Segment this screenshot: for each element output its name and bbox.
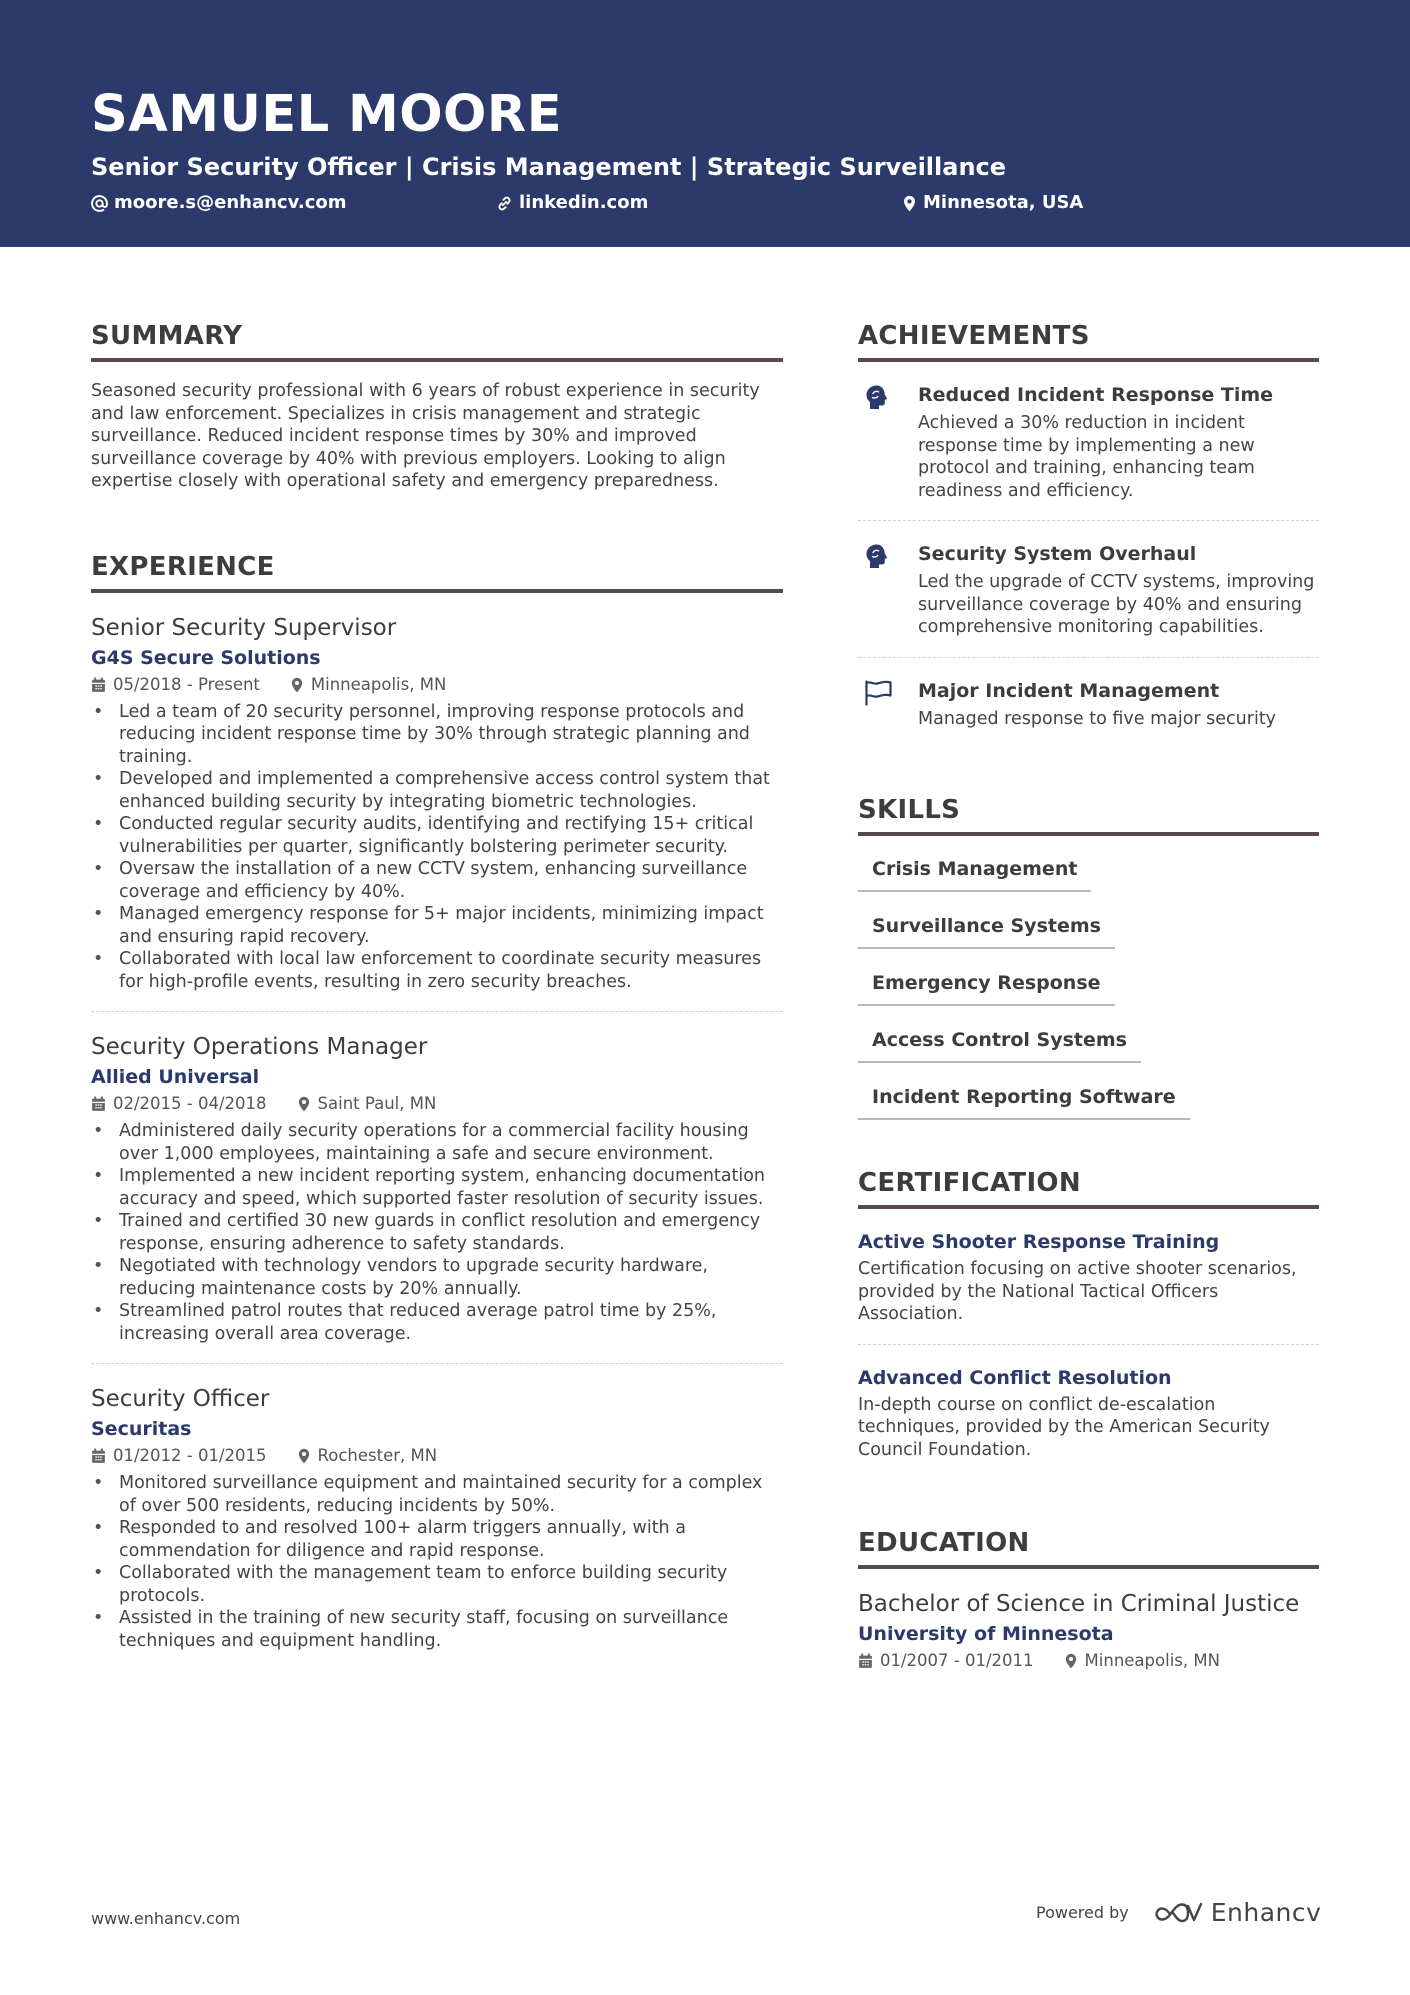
bullet-item: • Implemented a new incident reporting system, enhancing documentation accuracy and speed, which supported faster resolution of security issues. — [91, 1165, 783, 1210]
bullet-item: • Led a team of 20 security personnel, improving response protocols and reducing incident response time by 30% through strategic planning and training. — [91, 701, 783, 769]
summary-section — [91, 318, 783, 493]
job-dates: 02/2015 - 04/2018 — [113, 1094, 267, 1113]
achievement-desc: Led the upgrade of CCTV systems, improving surveillance coverage by 40% and ensuring comprehensive monitoring capabilities. — [918, 572, 1315, 637]
skill-tag: Crisis Management — [858, 856, 1091, 892]
job-location-text: Saint Paul, MN — [317, 1094, 437, 1113]
resume-header — [0, 0, 1410, 247]
linkedin-text: linkedin.com — [519, 192, 649, 213]
section-title: SUMMARY — [91, 318, 783, 362]
skill-tag: Access Control Systems — [858, 1027, 1141, 1063]
footer-branding — [1036, 1898, 1321, 1927]
bullet-item: • Trained and certified 30 new guards in conflict resolution and emergency response, ensuring adherence to safety standards. — [91, 1210, 783, 1255]
bullet-item: • Responded to and resolved 100+ alarm triggers annually, with a commendation for diligence and rapid response. — [91, 1517, 783, 1562]
bullet-item: • Collaborated with local law enforcement to coordinate security measures for high-profile events, resulting in zero security breaches. — [91, 948, 783, 993]
right-column — [858, 318, 1319, 1724]
job-meta — [91, 1445, 783, 1467]
skill-tag: Surveillance Systems — [858, 913, 1115, 949]
location-pin-icon — [297, 1448, 311, 1464]
job-meta — [91, 674, 783, 696]
skills-section — [858, 792, 1319, 1120]
location-pin-icon — [1064, 1653, 1078, 1669]
location-pin-icon — [297, 1096, 311, 1112]
certification-desc: In-depth course on conflict de-escalation techniques, provided by the American Security Council Foundation. — [858, 1394, 1270, 1460]
bullet-item: • Monitored surveillance equipment and maintained security for a complex of over 500 residents, reducing incidents by 50%. — [91, 1472, 783, 1517]
bullet-item: • Managed emergency response for 5+ major incidents, minimizing impact and ensuring rapid recovery. — [91, 903, 783, 948]
link-icon — [496, 195, 513, 212]
skill-tag: Emergency Response — [858, 970, 1115, 1006]
bullet-item: • Oversaw the installation of a new CCTV system, enhancing surveillance coverage and efficiency by 40%. — [91, 858, 783, 903]
email-text: moore.s@enhancv.com — [114, 192, 347, 213]
company-name: Allied Universal — [91, 1066, 260, 1088]
achievement-body — [918, 541, 1319, 639]
experience-section — [91, 549, 783, 1671]
achievement-title: Security System Overhaul — [918, 543, 1197, 565]
experience-entry — [91, 1012, 783, 1364]
achievement-body — [918, 678, 1319, 731]
achievement-item — [858, 362, 1319, 521]
education-section — [858, 1525, 1319, 1672]
left-column — [91, 318, 783, 1722]
job-dates: 05/2018 - Present — [113, 674, 260, 694]
powered-by-text: Powered by — [1036, 1903, 1129, 1922]
company-name: Securitas — [91, 1418, 192, 1440]
job-dates: 01/2012 - 01/2015 — [113, 1446, 267, 1465]
flag-icon — [864, 678, 904, 731]
contact-location — [902, 190, 1083, 216]
certification-section — [858, 1165, 1319, 1479]
at-icon — [91, 195, 108, 212]
certification-desc: Certification focusing on active shooter scenarios, provided by the National Tactical Officers Association. — [858, 1259, 1297, 1324]
education-entry — [858, 1569, 1319, 1672]
education-location — [1064, 1650, 1220, 1672]
bullet-item: • Streamlined patrol routes that reduced average patrol time by 25%, increasing overall area coverage. — [91, 1300, 783, 1345]
location-text: Minnesota, USA — [923, 192, 1084, 213]
bullet-item: • Assisted in the training of new security staff, focusing on surveillance techniques and equipment handling. — [91, 1607, 783, 1652]
brand-name: Enhancv — [1210, 1898, 1322, 1927]
education-location-text: Minneapolis, MN — [1084, 1651, 1220, 1670]
achievement-desc: Managed response to five major security — [918, 708, 1277, 729]
degree-title: Bachelor of Science in Criminal Justice — [858, 1591, 1300, 1617]
certification-item — [858, 1209, 1319, 1345]
location-pin-icon — [902, 195, 917, 212]
achievement-item — [858, 658, 1319, 749]
section-title: CERTIFICATION — [858, 1165, 1319, 1209]
job-location-text: Rochester, MN — [317, 1446, 438, 1465]
experience-entry — [91, 1364, 783, 1670]
school-name: University of Minnesota — [858, 1623, 1114, 1645]
bullet-item: • Conducted regular security audits, identifying and rectifying 15+ critical vulnerabilities per quarter, significantly bolstering perimeter security. — [91, 813, 783, 858]
job-title: Security Operations Manager — [91, 1034, 428, 1060]
section-title: EXPERIENCE — [91, 549, 783, 593]
experience-entry — [91, 593, 783, 1013]
certification-item — [858, 1345, 1319, 1480]
achievements-section — [858, 318, 1319, 748]
brain-icon — [864, 382, 904, 502]
calendar-icon — [91, 1448, 106, 1464]
achievement-item — [858, 521, 1319, 658]
job-location-text: Minneapolis, MN — [310, 674, 447, 694]
section-title: SKILLS — [858, 792, 1319, 836]
skills-list — [858, 836, 1319, 1120]
achievement-body — [918, 382, 1319, 502]
calendar-icon — [858, 1653, 873, 1669]
location-pin-icon — [290, 677, 304, 693]
summary-text: Seasoned security professional with 6 years of robust experience in security and law enforcement. Specializes in crisis management and strategic surveillance. Reduced incident response times by 30% and improved surveillance coverage by 40% with previous employers. Looking to align expertise closely with operational safety and emergency preparedness. — [91, 381, 760, 491]
calendar-icon — [91, 677, 106, 693]
education-dates: 01/2007 - 01/2011 — [880, 1651, 1034, 1670]
enhancv-logo-icon — [1155, 1900, 1203, 1926]
contact-email[interactable] — [91, 190, 347, 216]
certification-title: Active Shooter Response Training — [858, 1231, 1220, 1253]
education-meta — [858, 1650, 1319, 1672]
section-title: EDUCATION — [858, 1525, 1319, 1569]
candidate-name: SAMUEL MOORE — [91, 85, 563, 144]
brain-icon — [864, 541, 904, 639]
bullet-item: • Developed and implemented a comprehensive access control system that enhanced building security by integrating biometric technologies. — [91, 768, 783, 813]
bullet-item: • Negotiated with technology vendors to upgrade security hardware, reducing maintenance costs by 20% annually. — [91, 1255, 783, 1300]
job-location — [297, 1093, 437, 1115]
skill-tag: Incident Reporting Software — [858, 1084, 1190, 1120]
candidate-headline: Senior Security Officer | Crisis Management | Strategic Surveillance — [91, 153, 1007, 181]
contact-linkedin[interactable] — [496, 190, 648, 216]
footer-website[interactable]: www.enhancv.com — [91, 1909, 241, 1928]
bullet-item: • Administered daily security operations for a commercial facility housing over 1,000 employees, maintaining a safe and secure environment. — [91, 1120, 783, 1165]
calendar-icon — [91, 1096, 106, 1112]
job-meta — [91, 1093, 783, 1115]
section-title: ACHIEVEMENTS — [858, 318, 1319, 362]
job-location — [297, 1445, 438, 1467]
bullet-item: • Collaborated with the management team to enforce building security protocols. — [91, 1562, 783, 1607]
achievement-title: Major Incident Management — [918, 679, 1220, 702]
job-title: Senior Security Supervisor — [91, 614, 397, 641]
achievement-desc: Achieved a 30% reduction in incident response time by implementing a new protocol and training, enhancing team readiness and efficiency. — [918, 413, 1255, 501]
certification-title: Advanced Conflict Resolution — [858, 1366, 1172, 1389]
job-location — [290, 674, 446, 696]
job-bullets — [91, 1472, 783, 1652]
job-bullets — [91, 1120, 783, 1345]
achievement-title: Reduced Incident Response Time — [918, 384, 1274, 406]
job-title: Security Officer — [91, 1386, 270, 1412]
job-bullets — [91, 701, 783, 994]
company-name: G4S Secure Solutions — [91, 646, 321, 669]
